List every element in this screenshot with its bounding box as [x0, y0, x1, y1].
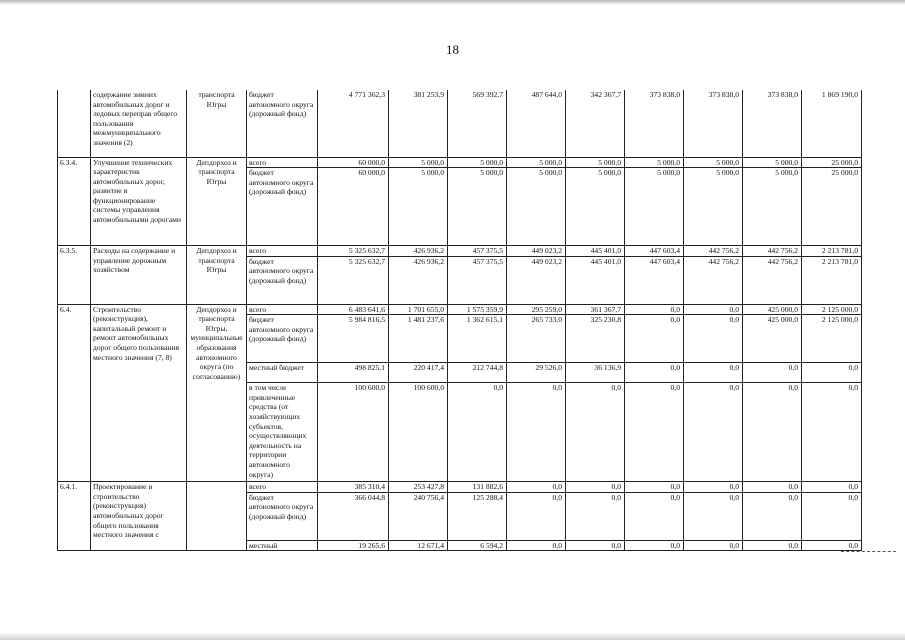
- value-year: 5 000,0: [566, 157, 625, 168]
- value-year: 0,0: [507, 383, 566, 482]
- value-year: 0,0: [743, 383, 802, 482]
- executor: [187, 482, 247, 551]
- value-year: 442 756,2: [743, 256, 802, 304]
- value-year: 253 427,8: [389, 482, 448, 493]
- value-year: 1 701 655,0: [389, 304, 448, 315]
- funding-source: местный бюджет: [247, 363, 318, 383]
- measure-name: Улучшение технических характеристик автомобильных дорог, развитие и функционирование системы управления автомобильными дорогами: [91, 157, 187, 246]
- value-year: 1 362 615,1: [448, 315, 507, 363]
- row-number: 6.3.5.: [58, 246, 91, 305]
- value-year: 447 603,4: [625, 256, 684, 304]
- table-row: [58, 482, 862, 493]
- value-year: 373 838,0: [684, 90, 743, 157]
- value-year: 0,0: [625, 482, 684, 493]
- row-number: 6.4.1.: [58, 482, 91, 551]
- table-row: [58, 304, 862, 315]
- value-year: 5 000,0: [743, 157, 802, 168]
- value-year: 125 288,4: [448, 492, 507, 540]
- value-year: 457 375,5: [448, 256, 507, 304]
- value-year: 5 000,0: [684, 157, 743, 168]
- value-total: 5 325 632,7: [318, 256, 389, 304]
- value-year: 442 756,2: [684, 246, 743, 257]
- value-year: 0,0: [625, 363, 684, 383]
- value-year: 5 000,0: [448, 168, 507, 246]
- value-year: 5 000,0: [566, 168, 625, 246]
- value-year: 487 644,0: [507, 90, 566, 157]
- value-year: 1 575 359,9: [448, 304, 507, 315]
- funding-source: всего: [247, 482, 318, 493]
- value-year: 0,0: [625, 492, 684, 540]
- value-total: 5 325 632,7: [318, 246, 389, 257]
- table-row: [58, 157, 862, 168]
- value-year: 29 526,0: [507, 363, 566, 383]
- value-year: 5 000,0: [625, 157, 684, 168]
- value-year: 0,0: [625, 315, 684, 363]
- executor: транспорта Югры: [187, 90, 247, 157]
- value-period: 25 000,0: [802, 157, 862, 168]
- value-year: 0,0: [684, 383, 743, 482]
- budget-table: [57, 90, 862, 551]
- value-period: 0,0: [802, 492, 862, 540]
- value-year: 447 603,4: [625, 246, 684, 257]
- value-year: 449 023,2: [507, 246, 566, 257]
- value-year: 445 401,0: [566, 256, 625, 304]
- value-year: 0,0: [684, 363, 743, 383]
- funding-source: в том числе привлеченные средства (от хозяйствующих субъектов, осуществляющих деятельность на территории автономного округа): [247, 383, 318, 482]
- value-year: 5 000,0: [389, 168, 448, 246]
- funding-source: всего: [247, 246, 318, 257]
- value-year: 1 481 237,6: [389, 315, 448, 363]
- value-period: 25 000,0: [802, 168, 862, 246]
- value-period: 2 125 000,0: [802, 304, 862, 315]
- value-year: 0,0: [743, 540, 802, 551]
- value-year: 5 000,0: [684, 168, 743, 246]
- value-year: 5 000,0: [389, 157, 448, 168]
- value-year: 0,0: [625, 383, 684, 482]
- value-period: 1 869 190,0: [802, 90, 862, 157]
- value-year: 0,0: [743, 492, 802, 540]
- funding-source: бюджет автономного округа (дорожный фонд): [247, 168, 318, 246]
- scan-dashed-line: [841, 551, 896, 552]
- table-row: [58, 90, 862, 157]
- value-total: 5 984 816,5: [318, 315, 389, 363]
- value-year: 36 136,9: [566, 363, 625, 383]
- value-year: 361 367,7: [566, 304, 625, 315]
- table-row: [58, 246, 862, 257]
- value-year: 0,0: [566, 540, 625, 551]
- value-total: 385 310,4: [318, 482, 389, 493]
- value-year: 425 000,0: [743, 304, 802, 315]
- value-year: 373 838,0: [625, 90, 684, 157]
- value-year: 0,0: [448, 383, 507, 482]
- value-year: 381 253,9: [389, 90, 448, 157]
- value-year: 265 733,0: [507, 315, 566, 363]
- value-period: 0,0: [802, 482, 862, 493]
- value-year: 5 000,0: [743, 168, 802, 246]
- measure-name: Проектирование и строительство (реконструкция) автомобильных дорог общего пользования местного значения с: [91, 482, 187, 551]
- value-year: 0,0: [566, 492, 625, 540]
- funding-source: всего: [247, 304, 318, 315]
- value-total: 6 483 641,6: [318, 304, 389, 315]
- value-year: 442 756,2: [684, 256, 743, 304]
- value-year: 295 259,0: [507, 304, 566, 315]
- funding-source: местный: [247, 540, 318, 551]
- executor: Депдорхоз и транспорта Югры, муниципальные образования автономного округа (по согласованию): [187, 304, 247, 482]
- value-period: 2 213 781,0: [802, 246, 862, 257]
- value-year: 5 000,0: [448, 157, 507, 168]
- funding-source: бюджет автономного округа (дорожный фонд): [247, 256, 318, 304]
- funding-source: бюджет автономного округа (дорожный фонд): [247, 492, 318, 540]
- value-total: 100 600,0: [318, 383, 389, 482]
- funding-source: всего: [247, 157, 318, 168]
- value-year: 442 756,2: [743, 246, 802, 257]
- value-period: 0,0: [802, 363, 862, 383]
- value-total: 60 000,0: [318, 157, 389, 168]
- measure-name: содержание зимних автомобильных дорог и ледовых переправ общего пользования межмуниципального значения (2): [91, 90, 187, 157]
- value-year: 0,0: [684, 492, 743, 540]
- value-year: 0,0: [566, 482, 625, 493]
- row-number: 6.4.: [58, 304, 91, 482]
- funding-source: бюджет автономного округа (дорожный фонд): [247, 90, 318, 157]
- value-period: 0,0: [802, 540, 862, 551]
- value-year: 0,0: [507, 482, 566, 493]
- value-total: 366 044,8: [318, 492, 389, 540]
- value-total: 19 265,6: [318, 540, 389, 551]
- value-year: 212 744,8: [448, 363, 507, 383]
- value-year: 0,0: [684, 540, 743, 551]
- value-total: 498 825,1: [318, 363, 389, 383]
- value-year: 445 401,0: [566, 246, 625, 257]
- value-year: 426 936,2: [389, 246, 448, 257]
- page-number: 18: [446, 42, 459, 57]
- value-period: 2 213 781,0: [802, 256, 862, 304]
- scan-top-edge: [0, 0, 905, 5]
- funding-source: бюджет автономного округа (дорожный фонд): [247, 315, 318, 363]
- value-year: 0,0: [566, 383, 625, 482]
- value-year: 5 000,0: [625, 168, 684, 246]
- value-year: 5 000,0: [507, 168, 566, 246]
- value-year: 0,0: [684, 304, 743, 315]
- value-year: 0,0: [743, 363, 802, 383]
- value-year: 0,0: [507, 492, 566, 540]
- measure-name: Строительство (реконструкция), капитальный ремонт и ремонт автомобильных дорог общего пользования местного значения (7, 8): [91, 304, 187, 482]
- value-year: 240 756,4: [389, 492, 448, 540]
- value-year: 457 375,5: [448, 246, 507, 257]
- value-year: 0,0: [507, 540, 566, 551]
- value-year: 325 230,8: [566, 315, 625, 363]
- value-year: 0,0: [684, 315, 743, 363]
- value-year: 0,0: [684, 482, 743, 493]
- value-period: 0,0: [802, 383, 862, 482]
- value-year: 342 367,7: [566, 90, 625, 157]
- value-period: 2 125 000,0: [802, 315, 862, 363]
- executor: Депдорхоз и транспорта Югры: [187, 246, 247, 305]
- value-year: 220 417,4: [389, 363, 448, 383]
- value-year: 569 392,7: [448, 90, 507, 157]
- value-total: 4 771 362,3: [318, 90, 389, 157]
- value-total: 60 000,0: [318, 168, 389, 246]
- value-year: 131 882,6: [448, 482, 507, 493]
- value-year: 0,0: [625, 304, 684, 315]
- value-year: 0,0: [625, 540, 684, 551]
- value-year: 12 671,4: [389, 540, 448, 551]
- budget-table-container: [57, 90, 858, 551]
- measure-name: Расходы на содержание и управление дорожным хозяйством: [91, 246, 187, 305]
- value-year: 0,0: [743, 482, 802, 493]
- value-year: 373 838,0: [743, 90, 802, 157]
- value-year: 426 936,2: [389, 256, 448, 304]
- value-year: 449 023,2: [507, 256, 566, 304]
- executor: Депдорхоз и транспорта Югры: [187, 157, 247, 246]
- value-year: 6 594,2: [448, 540, 507, 551]
- row-number: [58, 90, 91, 157]
- scan-bottom-edge: [0, 632, 905, 640]
- value-year: 425 000,0: [743, 315, 802, 363]
- value-year: 100 600,0: [389, 383, 448, 482]
- row-number: 6.3.4.: [58, 157, 91, 246]
- value-year: 5 000,0: [507, 157, 566, 168]
